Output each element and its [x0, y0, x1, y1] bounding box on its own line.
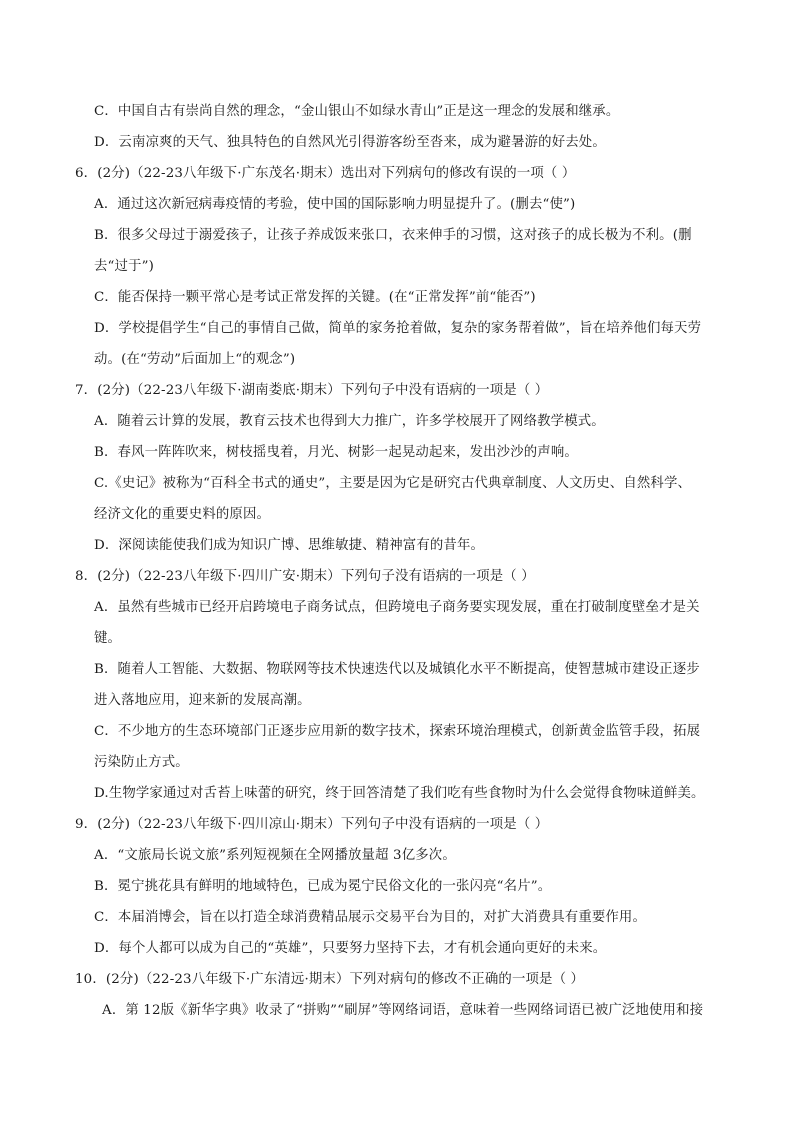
- q9-option-c: C．本届消博会，旨在以打造全球消费精品展示交易平台为目的，对扩大消费具有重要作用。: [94, 910, 647, 925]
- q8-stem: 8．(2分)（22-23八年级下·四川广安·期末）下列句子没有语病的一项是（ ）: [75, 569, 535, 584]
- q7-option-d: D．深阅读能使我们成为知识广博、思维敏捷、精神富有的昔年。: [94, 538, 485, 553]
- q8-option-b: B．随着人工智能、大数据、物联网等技术快速迭代以及城镇化水平不断提高，使智慧城市建设正逐步: [94, 662, 700, 677]
- q9-option-b: B．冕宁挑花具有鲜明的地域特色，已成为冕宁民俗文化的一张闪亮“名片”。: [94, 879, 552, 894]
- q8-option-a-continued: 键。: [94, 631, 122, 646]
- q8-option-d: D.生物学家通过对舌苔上味蕾的研究，终于回答清楚了我们吃有些食物时为什么会觉得食物味道鲜美。: [94, 786, 705, 801]
- q6-option-d-continued: 动。(在“劳动”后面加上“的观念”): [94, 352, 296, 367]
- q7-option-c: C.《史记》被称为“百科全书式的通史”，主要是因为它是研究古代典章制度、人文历史、自然科学、: [94, 476, 692, 491]
- q7-option-c-continued: 经济文化的重要史料的原因。: [94, 507, 271, 522]
- q5-option-c: C．中国自古有崇尚自然的理念，“金山银山不如绿水青山”正是这一理念的发展和继承。: [94, 104, 620, 119]
- q9-option-a: A．“文旅局长说文旅”系列短视频在全网播放量超 3亿多次。: [94, 848, 456, 863]
- q9-stem: 9．(2分)（22-23八年级下·四川凉山·期末）下列句子中没有语病的一项是（ ）: [75, 817, 549, 832]
- q6-option-b-continued: 去“过于”): [94, 259, 154, 274]
- q6-option-c: C．能否保持一颗平常心是考试正常发挥的关键。(在“正常发挥”前“能否”): [94, 290, 536, 305]
- q6-option-d: D．学校提倡学生“自己的事情自己做，简单的家务抢着做，复杂的家务帮着做”，旨在培养他们每天劳: [94, 321, 702, 336]
- q6-option-b: B．很多父母过于溺爱孩子，让孩子养成饭来张口，衣来伸手的习惯，这对孩子的成长极为不利。(删: [94, 228, 692, 243]
- q7-option-b: B．春风一阵阵吹来，树枝摇曳着，月光、树影一起晃动起来，发出沙沙的声响。: [94, 445, 578, 460]
- q8-option-c: C．不少地方的生态环境部门正逐步应用新的数字技术，探索环境治理模式，创新黄金监管手段，拓展: [94, 724, 701, 739]
- q10-stem: 10．(2分)（22-23八年级下·广东清远·期末）下列对病句的修改不正确的一项是（ ）: [75, 972, 585, 987]
- q6-option-a: A．通过这次新冠病毒疫情的考验，使中国的国际影响力明显提升了。(删去“使”): [94, 197, 576, 212]
- q8-option-a: A．虽然有些城市已经开启跨境电子商务试点，但跨境电子商务要实现发展，重在打破制度壁垒才是关: [94, 600, 700, 615]
- q6-stem: 6．(2分)（22-23八年级下·广东茂名·期末）选出对下列病句的修改有误的一项（ ）: [75, 166, 576, 181]
- q8-option-b-continued: 进入落地应用，迎来新的发展高潮。: [94, 693, 311, 708]
- q7-option-a: A．随着云计算的发展，教育云技术也得到大力推广，许多学校展开了网络教学模式。: [94, 414, 605, 429]
- q10-option-a: A．第 12版《新华字典》收录了“拼购”“刷屏”等网络词语，意味着一些网络词语已被广泛地使用和接: [102, 1003, 704, 1018]
- q7-stem: 7．(2分)（22-23八年级下·湖南娄底·期末）下列句子中没有语病的一项是（ ）: [75, 383, 549, 398]
- q8-option-c-continued: 污染防止方式。: [94, 755, 189, 770]
- q9-option-d: D．每个人都可以成为自己的“英雄”，只要努力坚持下去，才有机会通向更好的未来。: [94, 941, 607, 956]
- q5-option-d: D．云南凉爽的天气、独具特色的自然风光引得游客纷至沓来，成为避暑游的好去处。: [94, 135, 606, 150]
